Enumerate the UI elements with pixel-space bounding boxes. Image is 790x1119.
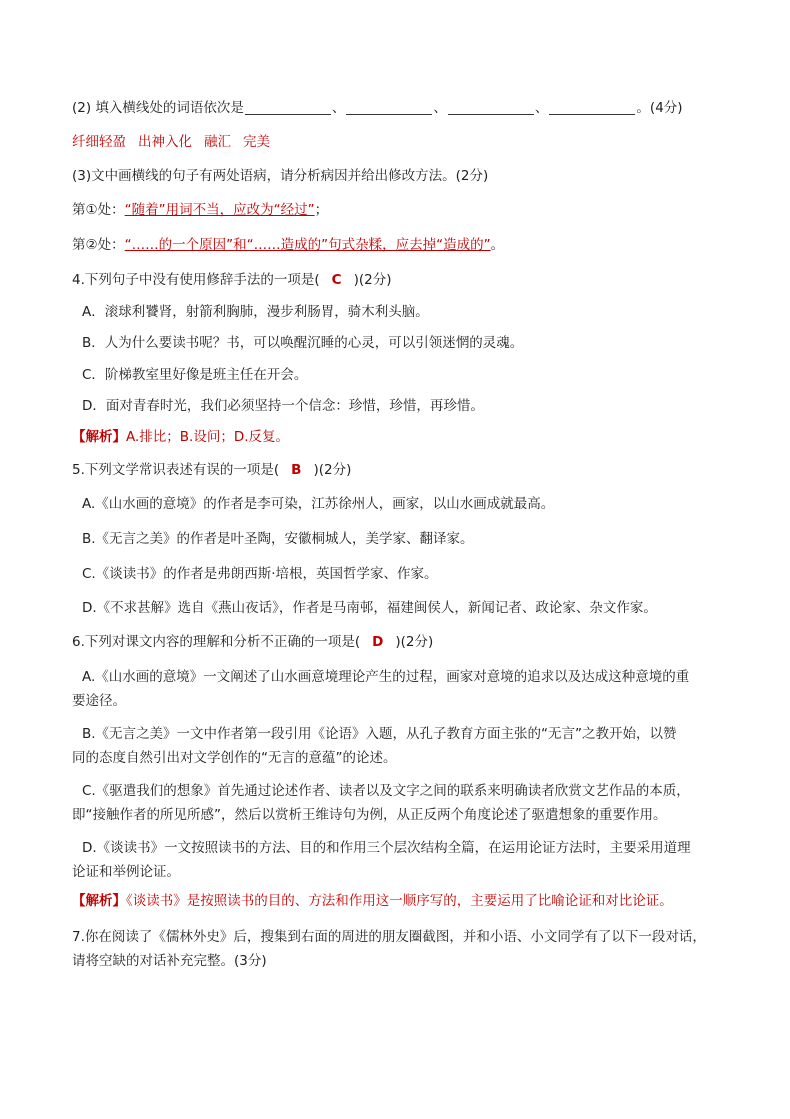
q4-option-a: A．滚球利饕肾，射箭利胸肺，漫步利肠胃，骑木利头脑。 bbox=[82, 304, 429, 320]
q2-prefix: (2) 填入横线处的词语依次是 bbox=[72, 100, 244, 116]
q4-analysis bbox=[72, 427, 289, 447]
q6-stem-b: )(2分) bbox=[395, 634, 434, 650]
q3-point-1 bbox=[72, 200, 328, 220]
q2-stem bbox=[72, 98, 683, 118]
point-2-answer: “……的一个原因”和“……造成的”句式杂糅，应去掉“造成的” bbox=[124, 237, 491, 253]
analysis-text: 《谈读书》是按照读书的目的、方法和作用这一顺序写的，主要运用了比喻论证和对比论证。 bbox=[126, 893, 673, 909]
q5-option-d: D.《不求甚解》选自《燕山夜话》，作者是马南邨，福建闽侯人，新闻记者、政论家、杂文作家。 bbox=[82, 600, 657, 616]
analysis-label: 【解析】 bbox=[72, 429, 126, 445]
punct: ； bbox=[314, 202, 329, 218]
q7-stem-line-2: 请将空缺的对话补充完整。(3分) bbox=[72, 953, 267, 969]
analysis-text: A.排比；B.设问；D.反复。 bbox=[126, 429, 290, 445]
q4-option-b: B．人为什么要读书呢？书，可以唤醒沉睡的心灵，可以引领迷惘的灵魂。 bbox=[82, 335, 524, 351]
blank-2 bbox=[346, 100, 432, 115]
q6-stem-a: 6.下列对课文内容的理解和分析不正确的一项是( bbox=[72, 634, 361, 650]
q6-option-a-line-1: A.《山水画的意境》一文阐述了山水画意境理论产生的过程，画家对意境的追求以及达成这种意境的重 bbox=[82, 669, 690, 685]
q6-option-d-line-2: 论证和举例论证。 bbox=[72, 864, 180, 880]
answer-1: 纤细轻盈 bbox=[72, 134, 126, 150]
answer-4: 完美 bbox=[243, 134, 270, 150]
q5-stem-a: 5.下列文学常识表述有误的一项是( bbox=[72, 462, 280, 478]
punct: 。 bbox=[490, 237, 505, 253]
point-1-answer: “随着”用词不当，应改为“经过” bbox=[124, 202, 315, 218]
q5-stem-b: )(2分) bbox=[313, 462, 352, 478]
blank-4 bbox=[549, 100, 635, 115]
point-1-label: 第①处： bbox=[72, 202, 125, 218]
point-2-label: 第②处： bbox=[72, 237, 125, 253]
q3-point-2 bbox=[72, 235, 504, 255]
separator: 、 bbox=[331, 100, 346, 116]
separator: 、 bbox=[433, 100, 447, 116]
q4-stem-b: )(2分) bbox=[353, 272, 392, 288]
q6-answer: D bbox=[372, 634, 384, 650]
q6-option-d-line-1: D.《谈读书》一文按照读书的方法、目的和作用三个层次结构全篇，在运用论证方法时，主要采用道理 bbox=[82, 840, 691, 856]
blank-1 bbox=[245, 100, 331, 115]
blank-3 bbox=[448, 100, 534, 115]
q6-stem bbox=[72, 632, 433, 652]
q6-option-b-line-1: B.《无言之美》一文中作者第一段引用《论语》入题，从孔子教育方面主张的“无言”之教开始，以赞 bbox=[82, 726, 677, 742]
q2-end: 。(4分) bbox=[636, 100, 683, 116]
q5-stem bbox=[72, 460, 351, 480]
separator: 、 bbox=[534, 100, 549, 116]
answer-3: 融汇 bbox=[204, 134, 231, 150]
q6-option-b-line-2: 同的态度自然引出对文学创作的“无言的意蕴”的论述。 bbox=[72, 750, 397, 766]
q5-answer: B bbox=[291, 462, 302, 478]
analysis-label: 【解析】 bbox=[72, 893, 126, 909]
q6-analysis bbox=[72, 891, 673, 911]
q6-option-c-line-2: 即“接触作者的所见所感”，然后以赏析王维诗句为例，从正反两个角度论述了驱遣想象的重要作用。 bbox=[72, 807, 667, 823]
q4-answer: C bbox=[331, 272, 342, 288]
q6-option-c-line-1: C.《驱遣我们的想象》首先通过论述作者、读者以及文字之间的联系来明确读者欣赏文艺作品的本质， bbox=[82, 783, 690, 799]
q5-option-c: C.《谈读书》的作者是弗朗西斯·培根，英国哲学家、作家。 bbox=[82, 566, 438, 582]
q7-stem-line-1: 7.你在阅读了《儒林外史》后，搜集到右面的周进的朋友圈截图，并和小语、小文同学有了以下一段对话， bbox=[72, 929, 706, 945]
q4-option-d: D．面对青春时光，我们必须坚持一个信念：珍惜，珍惜，再珍惜。 bbox=[82, 398, 484, 414]
q4-stem bbox=[72, 270, 391, 290]
q5-option-a: A.《山水画的意境》的作者是李可染，江苏徐州人，画家，以山水画成就最高。 bbox=[82, 496, 555, 512]
answer-2: 出神入化 bbox=[138, 134, 192, 150]
q3-stem: (3)文中画横线的句子有两处语病，请分析病因并给出修改方法。(2分) bbox=[72, 168, 489, 184]
q4-stem-a: 4.下列句子中没有使用修辞手法的一项是( bbox=[72, 272, 320, 288]
q6-option-a-line-2: 要途径。 bbox=[72, 693, 126, 709]
q5-option-b: B.《无言之美》的作者是叶圣陶，安徽桐城人，美学家、翻译家。 bbox=[82, 531, 474, 547]
q2-answers bbox=[72, 132, 270, 152]
q4-option-c: C．阶梯教室里好像是班主任在开会。 bbox=[82, 367, 308, 383]
